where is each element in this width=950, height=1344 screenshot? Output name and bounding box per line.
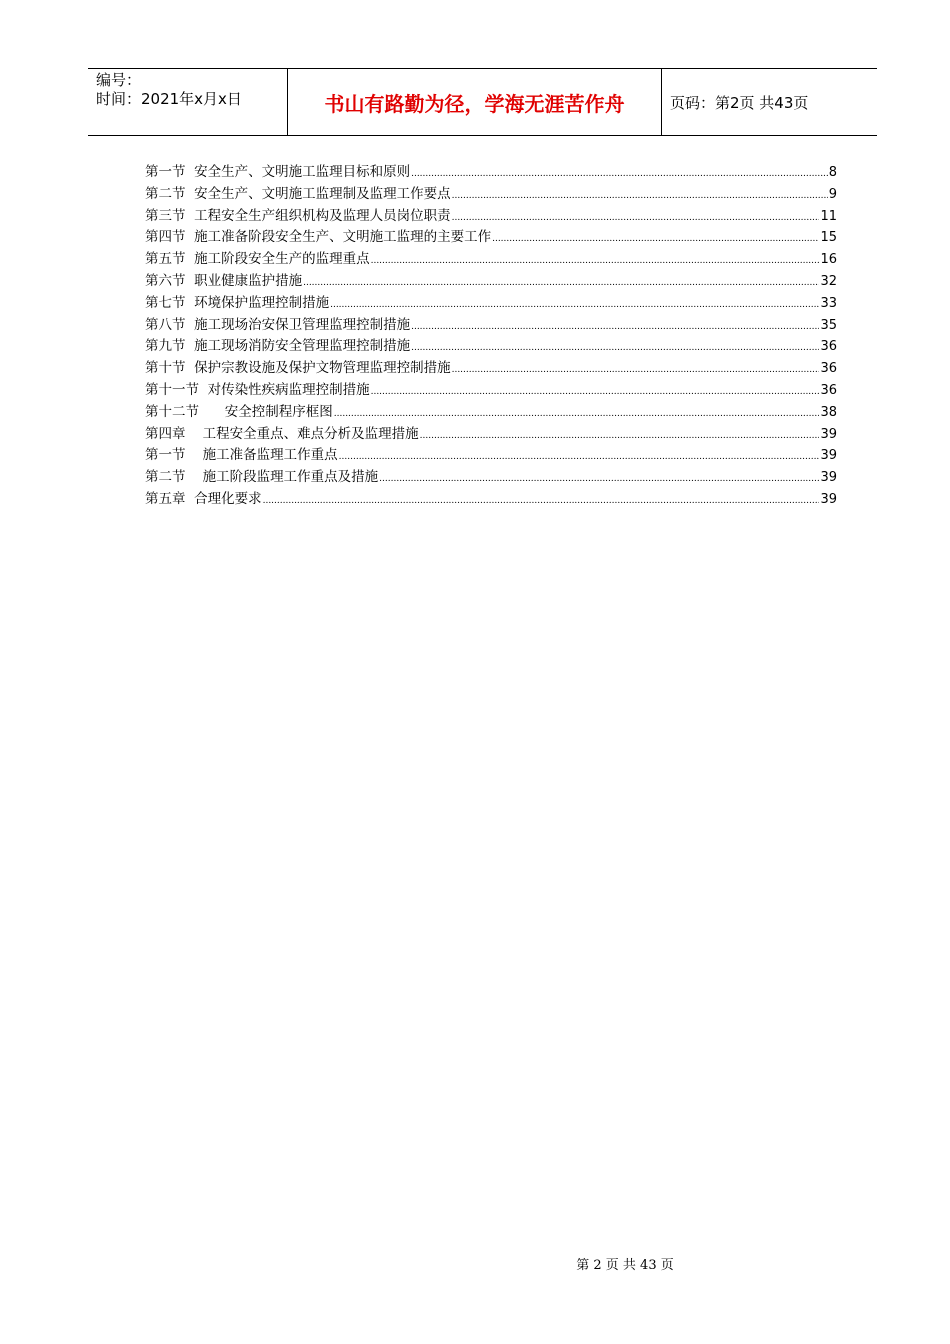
toc-entry[interactable] bbox=[145, 489, 837, 511]
toc-leader-dots bbox=[452, 206, 820, 230]
toc-entry[interactable] bbox=[145, 402, 837, 424]
toc-leader-dots bbox=[411, 336, 819, 360]
toc-entry-page: 8 bbox=[828, 165, 837, 180]
toc-entry[interactable] bbox=[145, 249, 837, 271]
toc-leader-dots bbox=[339, 445, 820, 469]
toc-entry[interactable] bbox=[145, 206, 837, 228]
toc-entry-label: 第四章 工程安全重点、难点分析及监理措施 bbox=[145, 425, 419, 442]
toc-entry-page: 35 bbox=[820, 317, 837, 333]
toc-entry-label: 第二节 安全生产、文明施工监理制及监理工作要点 bbox=[145, 185, 451, 202]
toc-entry-label: 第四节 施工准备阶段安全生产、文明施工监理的主要工作 bbox=[145, 229, 492, 246]
toc-entry-page: 9 bbox=[828, 186, 837, 202]
toc-entry-page: 36 bbox=[820, 382, 837, 398]
toc-entry[interactable] bbox=[145, 445, 837, 467]
page-header bbox=[88, 68, 877, 136]
toc-entry[interactable] bbox=[145, 467, 837, 489]
toc-entry[interactable] bbox=[145, 380, 837, 402]
toc-entry-label: 第十一节 对传染性疾病监理控制措施 bbox=[145, 381, 370, 398]
toc-entry-label: 第一节 施工准备监理工作重点 bbox=[145, 447, 338, 464]
toc-entry-page: 39 bbox=[820, 470, 837, 486]
toc-entry-page: 39 bbox=[820, 491, 837, 507]
toc-leader-dots bbox=[334, 402, 820, 426]
toc-entry-label: 第五节 施工阶段安全生产的监理重点 bbox=[145, 251, 370, 268]
toc-leader-dots bbox=[379, 467, 819, 491]
toc-leader-dots bbox=[411, 315, 819, 339]
toc-entry[interactable] bbox=[145, 358, 837, 380]
toc-entry[interactable] bbox=[145, 424, 837, 446]
toc-leader-dots bbox=[303, 271, 819, 295]
toc-leader-dots bbox=[263, 489, 820, 513]
toc-leader-dots bbox=[330, 293, 819, 317]
toc-entry-label: 第十二节 安全控制程序框图 bbox=[145, 403, 333, 420]
toc-entry[interactable] bbox=[145, 162, 837, 184]
toc-entry-page: 38 bbox=[820, 404, 837, 420]
toc-entry-page: 39 bbox=[820, 448, 837, 464]
toc-entry-page: 11 bbox=[820, 208, 837, 224]
toc-entry-label: 第九节 施工现场消防安全管理监理控制措施 bbox=[145, 338, 411, 355]
toc-entry[interactable] bbox=[145, 315, 837, 337]
page-footer: 第 2 页 共 43 页 bbox=[576, 1258, 674, 1273]
toc-leader-dots bbox=[452, 184, 828, 208]
toc-entry-page: 39 bbox=[820, 426, 837, 442]
toc-entry[interactable] bbox=[145, 336, 837, 358]
toc-entry[interactable] bbox=[145, 184, 837, 206]
toc-entry[interactable] bbox=[145, 293, 837, 315]
toc-leader-dots bbox=[452, 358, 820, 382]
toc-entry-page: 16 bbox=[820, 252, 837, 268]
toc-entry-label: 第六节 职业健康监护措施 bbox=[145, 272, 303, 289]
toc-entry-label: 第五章 合理化要求 bbox=[145, 490, 262, 507]
toc-leader-dots bbox=[411, 162, 828, 186]
toc-entry-page: 36 bbox=[820, 361, 837, 377]
header-meta-cell bbox=[88, 69, 288, 135]
toc-entry-page: 32 bbox=[820, 273, 837, 289]
toc-leader-dots bbox=[371, 380, 820, 404]
document-time: 时间：2021年x月x日 bbox=[96, 90, 242, 108]
toc-entry-page: 36 bbox=[820, 339, 837, 355]
toc-entry-label: 第八节 施工现场治安保卫管理监理控制措施 bbox=[145, 316, 411, 333]
toc-entry-page: 15 bbox=[820, 230, 837, 246]
toc-leader-dots bbox=[492, 227, 819, 251]
toc-entry-label: 第一节 安全生产、文明施工监理目标和原则 bbox=[145, 164, 411, 180]
toc-entry-label: 第二节 施工阶段监理工作重点及措施 bbox=[145, 469, 379, 486]
toc-entry-label: 第三节 工程安全生产组织机构及监理人员岗位职责 bbox=[145, 207, 451, 224]
toc-leader-dots bbox=[420, 424, 820, 448]
header-motto: 书山有路勤为径，学海无涯苦作舟 bbox=[288, 69, 662, 135]
document-number: 编号： bbox=[96, 71, 142, 89]
table-of-contents bbox=[145, 162, 837, 511]
toc-entry-label: 第十节 保护宗教设施及保护文物管理监理控制措施 bbox=[145, 360, 451, 377]
toc-leader-dots bbox=[371, 249, 820, 273]
toc-entry-page: 33 bbox=[820, 295, 837, 311]
toc-entry[interactable] bbox=[145, 227, 837, 249]
header-page-info: 页码：第2页 共43页 bbox=[670, 93, 809, 112]
toc-entry[interactable] bbox=[145, 271, 837, 293]
toc-entry-label: 第七节 环境保护监理控制措施 bbox=[145, 294, 330, 311]
